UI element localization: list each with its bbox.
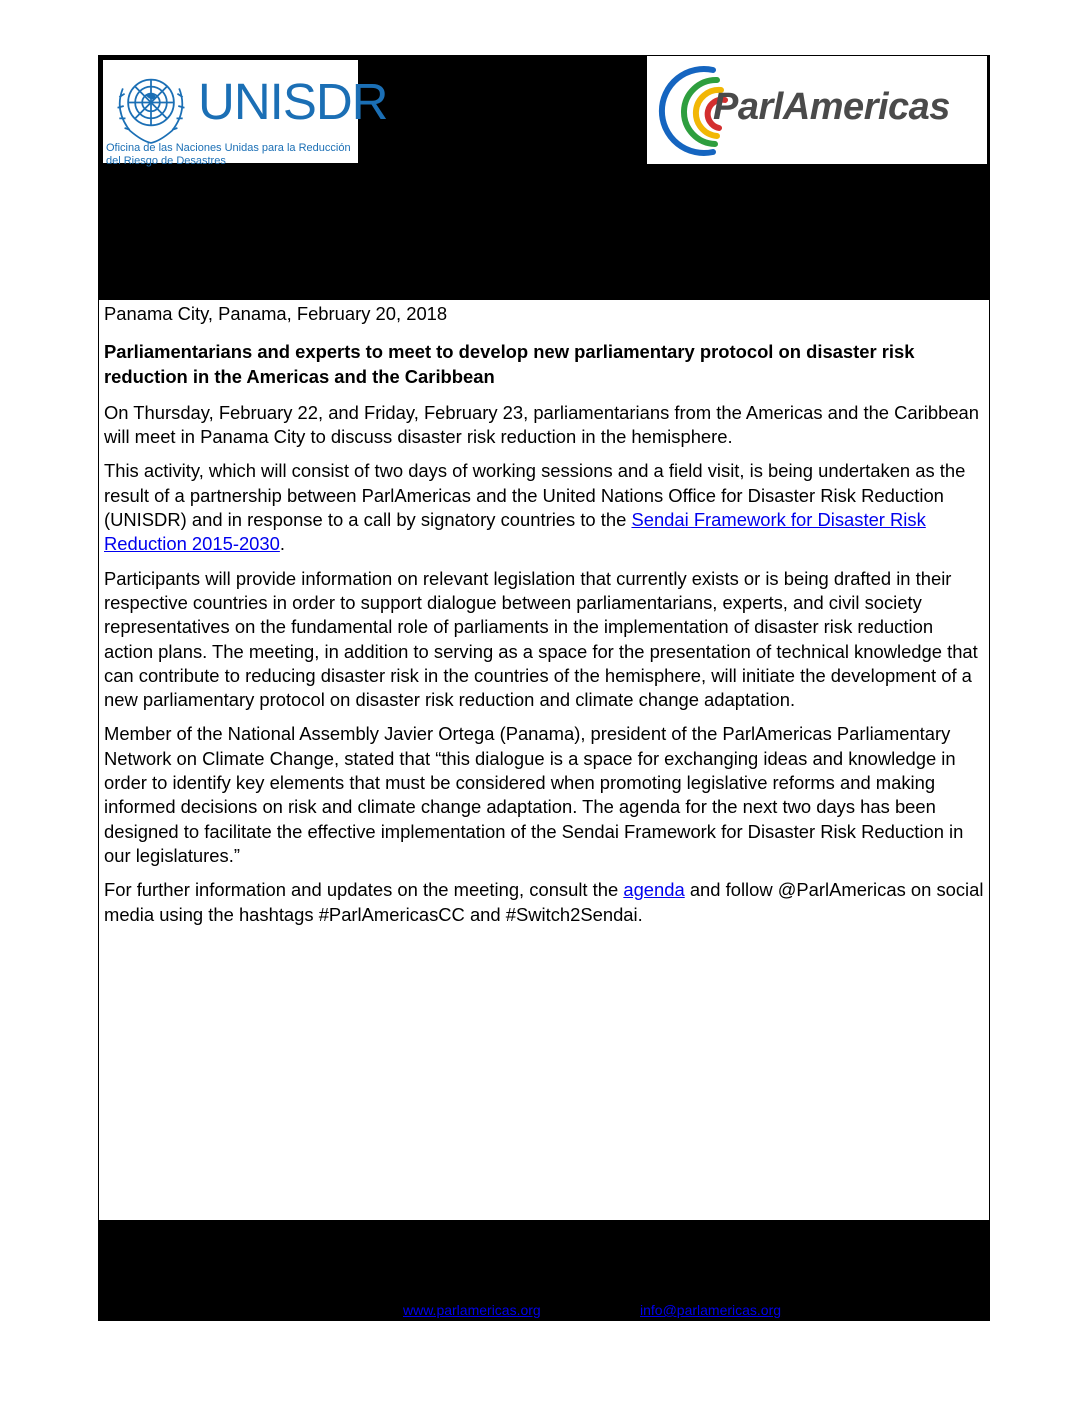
agenda-link[interactable]: agenda bbox=[623, 879, 685, 901]
press-release-body bbox=[104, 302, 984, 937]
footer-band bbox=[99, 1220, 989, 1320]
sendai-framework-link[interactable]: Sendai Framework for Disaster Risk Reduction 2015-2030 bbox=[104, 509, 926, 555]
paragraph-5 bbox=[104, 878, 984, 927]
parlamericas-wordmark: ParlAmericas bbox=[713, 86, 950, 128]
press-release-page bbox=[98, 55, 990, 1321]
paragraph-5-end: and follow @ParlAmericas on social media using the hashtags #ParlAmericasCC and #Switch2Sendai. bbox=[104, 879, 984, 925]
email-link[interactable]: info@parlamericas.org bbox=[640, 1302, 782, 1318]
dateline: Panama City, Panama, February 20, 2018 bbox=[104, 303, 448, 324]
parlamericas-logo bbox=[647, 56, 987, 164]
unisdr-subtitle: Oficina de las Naciones Unidas para la Reducción del Riesgo de Desastres bbox=[106, 142, 351, 167]
paragraph-2-text: This activity, which will consist of two days of working sessions and a field visit, is being undertaken as the result of a partnership between ParlAmericas and the United Nations Office for Disaster Risk Reduction (UNISDR) and in response to a call by signatory countries to the bbox=[104, 460, 966, 531]
paragraph-1: On Thursday, February 22, and Friday, February 23, parliamentarians from the Americas and the Caribbean will meet in Panama City to discuss disaster risk reduction in the hemisphere. bbox=[104, 401, 980, 448]
paragraph-5-text: For further information and updates on the meeting, consult the bbox=[104, 879, 624, 901]
headline: Parliamentarians and experts to meet to develop new parliamentary protocol on disaster risk reduction in the Americas and the Caribbean bbox=[104, 341, 915, 387]
un-emblem-icon bbox=[107, 62, 195, 150]
website-link[interactable]: www.parlamericas.org bbox=[403, 1302, 541, 1318]
paragraph-4: Member of the National Assembly Javier Ortega (Panama), president of the ParlAmericas Parliamentary Network on Climate Change, stated that “this dialogue is a space for exchanging ideas and knowledge in order to identify key elements that must be considered when promoting legislative reforms and making informed decisions on risk and climate change adaptation. The agenda for the next two days has been designed to facilitate the effective implementation of the Sendai Framework for Disaster Risk Reduction in our legislatures.” bbox=[104, 723, 964, 866]
paragraph-2 bbox=[104, 459, 984, 556]
unisdr-logo bbox=[103, 60, 388, 167]
paragraph-2-end: . bbox=[279, 533, 285, 555]
paragraph-3: Participants will provide information on relevant legislation that currently exists or is being drafted in their respective countries in order to support dialogue between parliamentarians, experts, and civil society representatives on the fundamental role of parliaments in the implementation of disaster risk reduction action plans. The meeting, in addition to serving as a space for the presentation of technical knowledge that can contribute to reducing disaster risk in the countries of the hemisphere, will initiate the development of a new parliamentary protocol on disaster risk reduction and climate change adaptation. bbox=[104, 567, 978, 711]
header-band bbox=[99, 56, 989, 300]
unisdr-wordmark: UNISDR bbox=[198, 73, 388, 130]
